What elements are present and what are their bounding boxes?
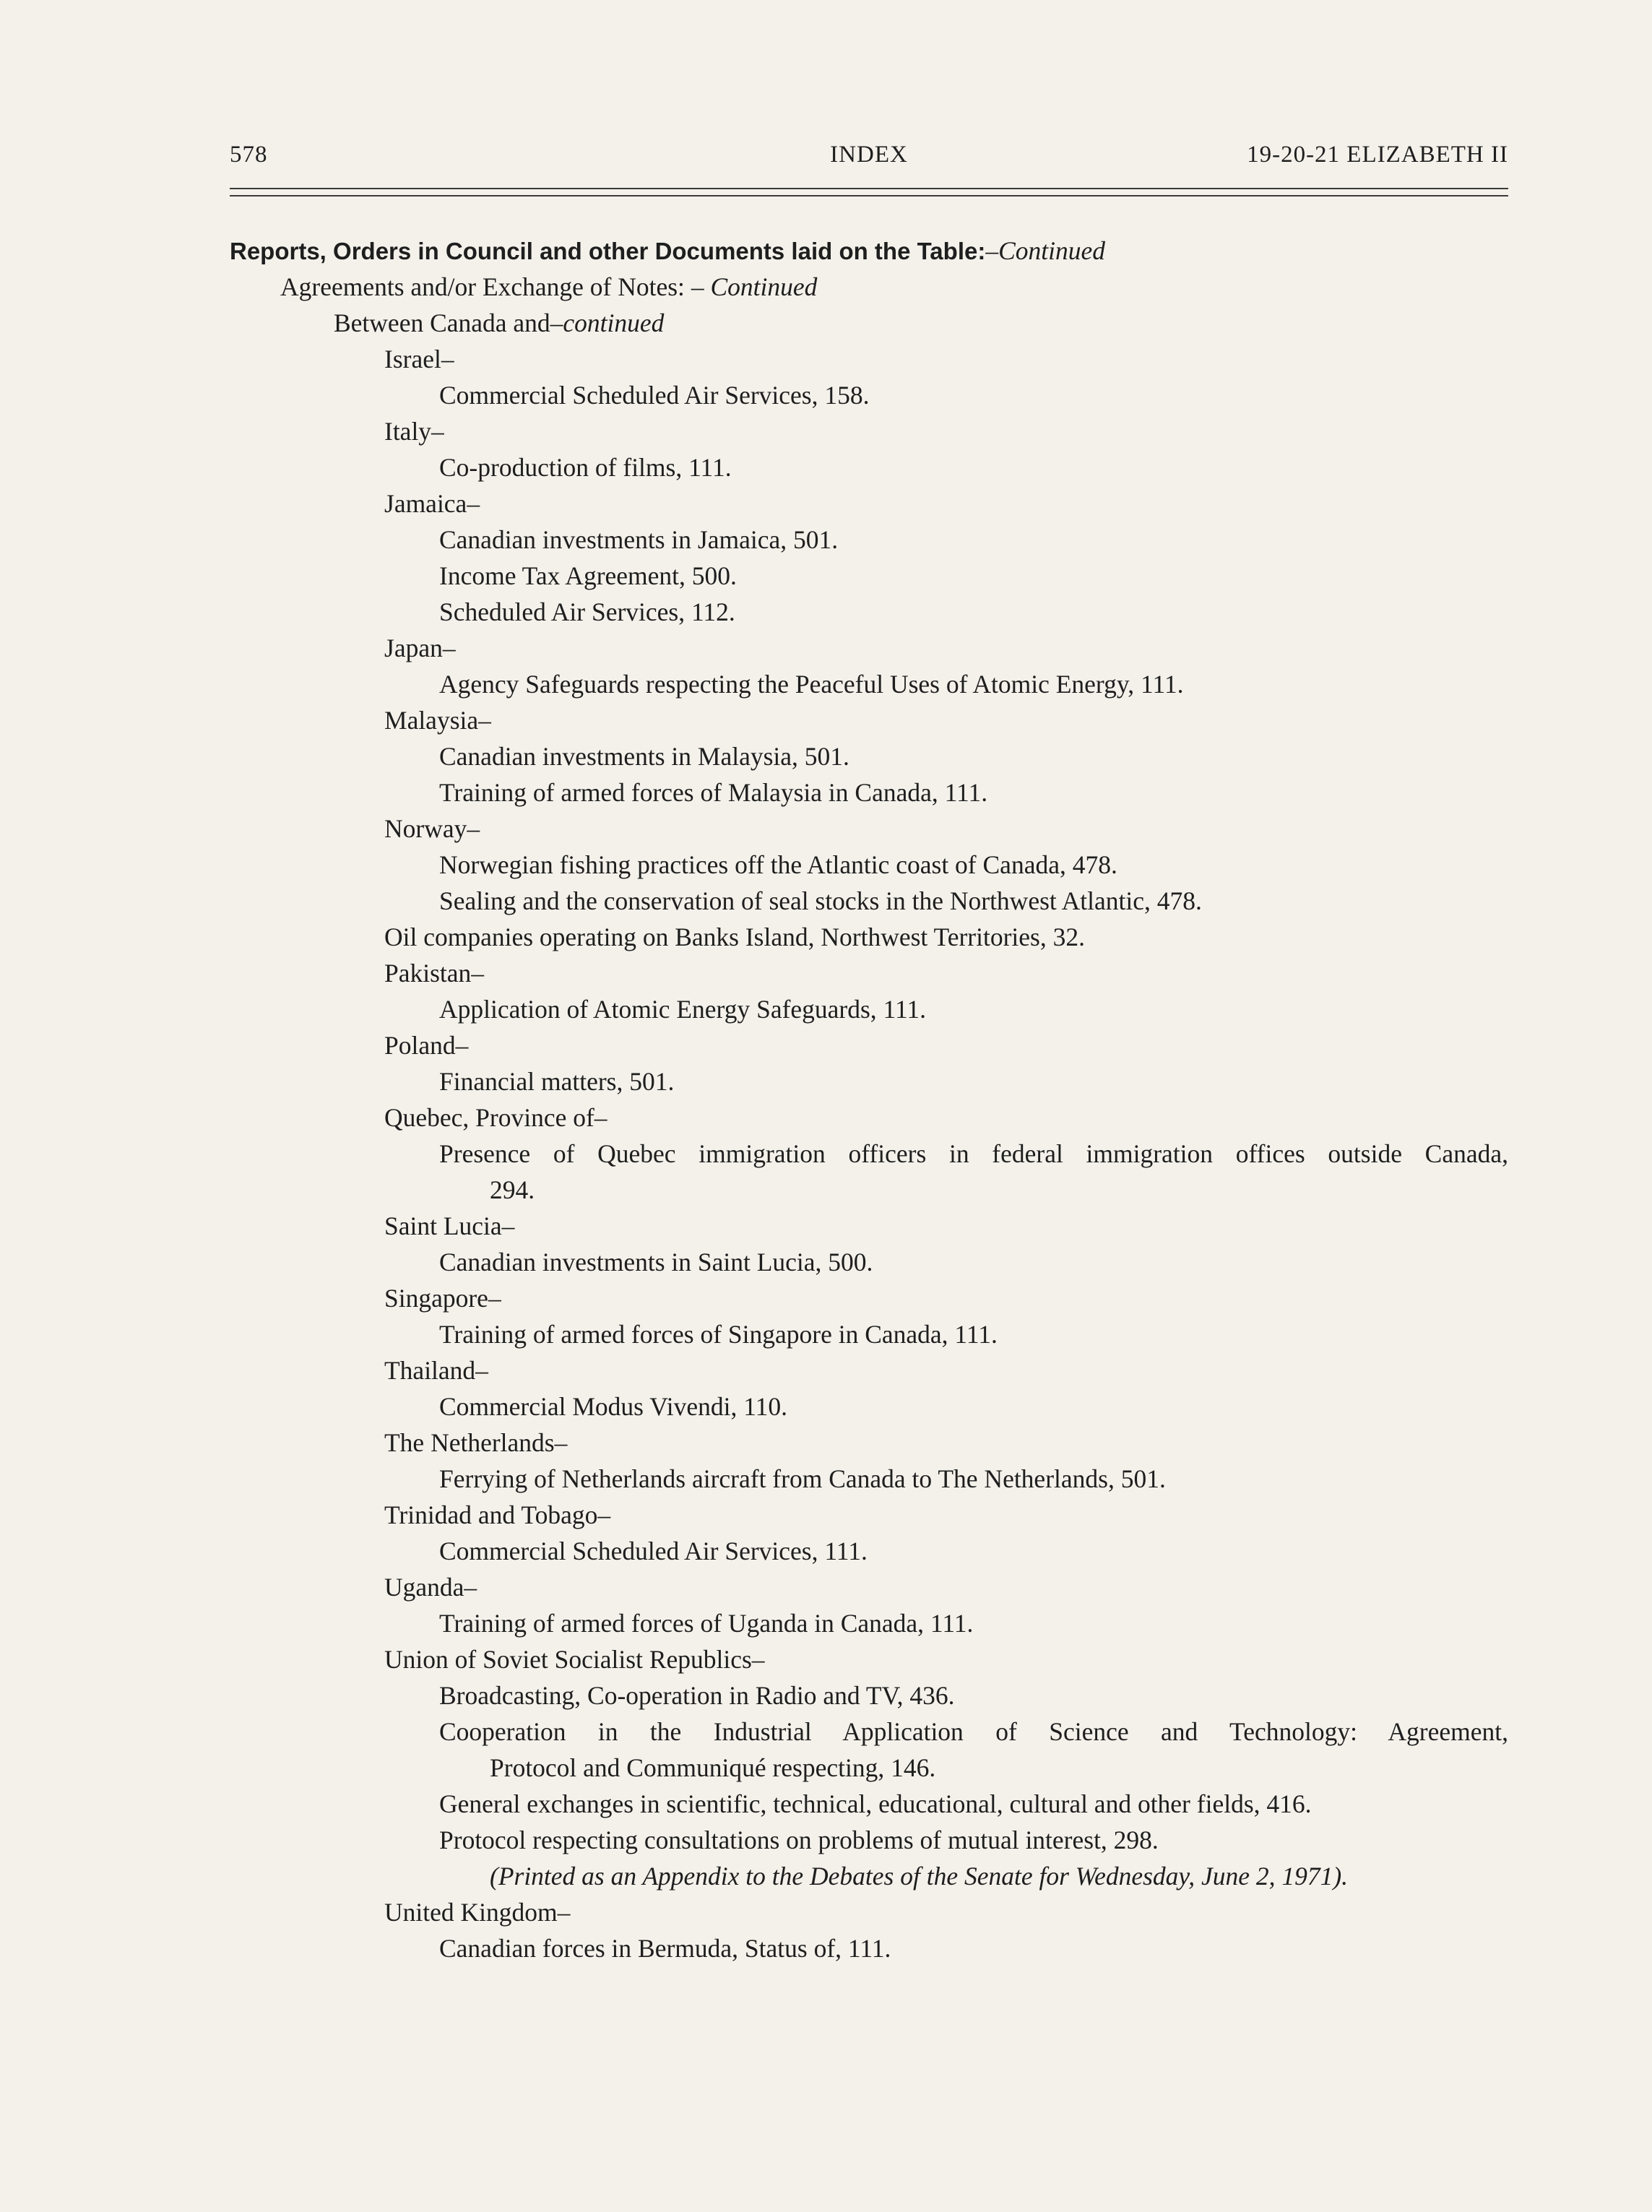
country-entry: Uganda–	[384, 1573, 477, 1602]
page-header	[230, 142, 1508, 178]
country-entry: Poland–	[384, 1031, 469, 1060]
country-entry: Thailand–	[384, 1356, 488, 1385]
country-entry: Singapore–	[384, 1284, 501, 1313]
index-item: Canadian investments in Jamaica, 501.	[439, 525, 839, 554]
index-item: Commercial Modus Vivendi, 110.	[439, 1392, 788, 1421]
country-entry: Oil companies operating on Banks Island, Northwest Territories, 32.	[384, 923, 1085, 951]
index-item: Co-production of films, 111.	[439, 453, 732, 482]
index-item: Scheduled Air Services, 112.	[439, 597, 735, 626]
index-item: Canadian forces in Bermuda, Status of, 111.	[439, 1934, 891, 1963]
country-entry: Saint Lucia–	[384, 1211, 515, 1240]
country-entry: Pakistan–	[384, 959, 485, 988]
index-item: Training of armed forces of Singapore in Canada, 111.	[439, 1320, 998, 1349]
index-item: Training of armed forces of Malaysia in Canada, 111.	[439, 778, 988, 807]
country-entry: Trinidad and Tobago–	[384, 1500, 611, 1529]
index-content	[230, 233, 1508, 1966]
index-item: Canadian investments in Malaysia, 501.	[439, 742, 849, 771]
country-entry: Jamaica–	[384, 489, 480, 518]
country-entry: Malaysia–	[384, 706, 491, 735]
country-entry: Israel–	[384, 345, 454, 373]
index-item: Training of armed forces of Uganda in Canada, 111.	[439, 1609, 974, 1638]
country-entry: Quebec, Province of–	[384, 1103, 607, 1132]
index-item: Income Tax Agreement, 500.	[439, 561, 737, 590]
index-item: Cooperation in the Industrial Application of Science and Technology: Agreement,	[439, 1717, 1508, 1746]
index-item: Canadian investments in Saint Lucia, 500.	[439, 1248, 873, 1276]
index-item: Agency Safeguards respecting the Peaceful Uses of Atomic Energy, 111.	[439, 670, 1184, 699]
index-item: Application of Atomic Energy Safeguards, 111.	[439, 995, 927, 1024]
index-item: Sealing and the conservation of seal stocks in the Northwest Atlantic, 478.	[439, 886, 1202, 915]
index-item: General exchanges in scientific, technical, educational, cultural and other fields, 416.	[439, 1789, 1312, 1818]
between-heading: Between Canada and–continued	[334, 308, 665, 337]
index-item: Presence of Quebec immigration officers in federal immigration offices outside Canada,	[439, 1139, 1508, 1168]
index-item: Financial matters, 501.	[439, 1067, 675, 1096]
index-item: Broadcasting, Co-operation in Radio and TV, 436.	[439, 1681, 955, 1710]
page-number: 578	[230, 142, 268, 168]
index-item: Norwegian fishing practices off the Atlantic coast of Canada, 478.	[439, 850, 1117, 879]
reign-label: 19-20-21 ELIZABETH II	[1247, 142, 1508, 168]
country-entry: Italy–	[384, 417, 444, 446]
country-entry: The Netherlands–	[384, 1428, 568, 1457]
country-entry: Union of Soviet Socialist Republics–	[384, 1645, 765, 1674]
appendix-note: (Printed as an Appendix to the Debates of the Senate for Wednesday, June 2, 1971).	[490, 1862, 1349, 1891]
index-item: Commercial Scheduled Air Services, 158.	[439, 381, 870, 410]
index-item: Commercial Scheduled Air Services, 111.	[439, 1537, 868, 1565]
index-item: Ferrying of Netherlands aircraft from Canada to The Netherlands, 501.	[439, 1464, 1166, 1493]
country-entry: Japan–	[384, 634, 456, 662]
page-title: INDEX	[830, 142, 908, 168]
sub-heading: Agreements and/or Exchange of Notes: – Continued	[280, 272, 818, 301]
index-item-continuation: 294.	[490, 1175, 535, 1204]
country-entry: United Kingdom–	[384, 1898, 571, 1927]
header-rule-bottom	[230, 195, 1508, 196]
main-heading: Reports, Orders in Council and other Documents laid on the Table:–Continued	[230, 236, 1106, 265]
header-rule-top	[230, 188, 1508, 189]
index-item-continuation: Protocol and Communiqué respecting, 146.	[490, 1753, 936, 1782]
country-entry: Norway–	[384, 814, 480, 843]
index-item: Protocol respecting consultations on problems of mutual interest, 298.	[439, 1826, 1159, 1854]
